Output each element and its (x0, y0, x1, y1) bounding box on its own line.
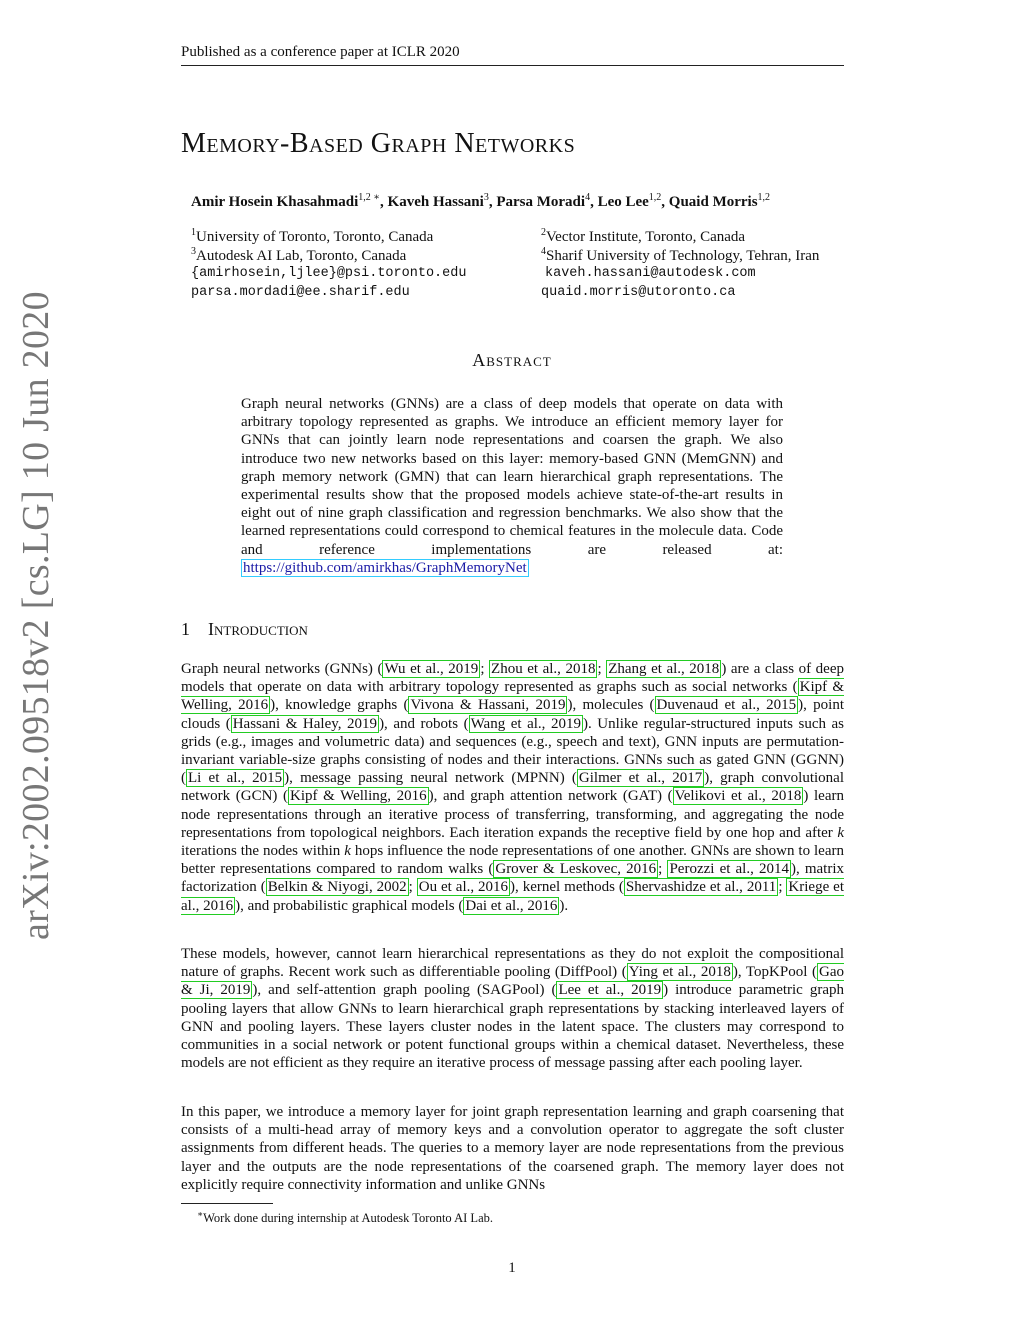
citation-link[interactable]: Hassani & Haley, 2019 (232, 715, 378, 732)
citation-link[interactable]: Lee et al., 2019 (558, 982, 662, 999)
section-title: Introduction (208, 619, 308, 639)
affiliation-2: $^2$Vector Institute, Toronto, Canada (541, 227, 746, 245)
page-number: 1 (508, 1260, 516, 1276)
arxiv-stamp: arXiv:2002.09518v2 [cs.LG] 10 Jun 2020 (15, 291, 57, 940)
citation-link[interactable]: Grover & Leskovec, 2016 (495, 861, 657, 878)
citation-link[interactable]: Shervashidze et al., 2011 (625, 879, 777, 896)
paragraph-2: These models, however, cannot learn hierarchical representations as they do not exploit the compositional nature of graphs. Recent work such as differentiable pooling (DiffPool) ( Ying et al., 2018 ), TopKPool ( Gao & Ji, 2019 ), and self-attention graph pooling (SAGPool) ( Lee et al., 2019 ) introduce parametric graph pooling layers that allow GNNs to learn hierarchical graph representations by stacking interleaved layers of GNN and pooling layers. These layers cluster nodes in the latent space. The clusters may correspond to communities in a social network or potent functional groups within a chemical dataset. Nevertheless, these models are not efficient as they require an iterative process of message passing after each pooling layer. (181, 946, 844, 1072)
citation-link[interactable]: Zhou et al., 2018 (491, 661, 596, 677)
abstract-body (241, 395, 783, 577)
citation-link[interactable]: Gilmer et al., 2017 (578, 770, 703, 787)
abstract-heading: Abstract (472, 350, 552, 370)
citation-link[interactable]: Gao & Ji, 2019 (181, 964, 844, 999)
author: Parsa Moradi$^4$ (496, 192, 591, 210)
citation-link[interactable]: Perozzi et al., 2014 (669, 861, 789, 878)
header-rule (181, 65, 844, 66)
section-number: 1 (181, 619, 190, 639)
citation-link[interactable]: Li et al., 2015 (188, 770, 283, 787)
footnote: ∗Work done during internship at Autodesk Toronto AI Lab. (197, 1209, 493, 1226)
footnote-rule (181, 1203, 273, 1204)
paragraph-1: Graph neural networks (GNNs) ( Wu et al., 2019 ; Zhou et al., 2018 ; Zhang et al., 2018 ) are a class of deep models that operate on data with arbitrary topology represented as graphs such as social networks ( Kipf & Welling, 2016 ), knowledge graphs ( Vivona & Hassani, 2019 ), molecules ( Duvenaud et al., 2015 ), point clouds ( Hassani & Haley, 2019 ), and robots ( Wang et al., 2019 ). Unlike regular-structured inputs such as grids (e.g., images and volumetric data) and sequences (e.g., speech and text), GNN inputs are permutation-invariant variable-size graphs consisting of nodes and their interactions. GNNs such as gated GNN (GGNN) ( Li et al., 2015 ), message passing neural network (MPNN) ( Gilmer et al., 2017 ), graph convolutional network (GCN) ( Kipf & Welling, 2016 ), and graph attention network (GAT) ( Velikovi et al., 2018 ) learn node representations through an iterative process of transferring, transforming, and aggregating the node representations from topological neighbors. Each iteration expands the receptive field by one hop and after k iterations the nodes within k hops influence the node representations of one another. GNNs are shown to learn better representations compared to random walks ( Grover & Leskovec, 2016 ; Perozzi et al., 2014 ), matrix factorization ( Belkin & Niyogi, 2002 ; Ou et al., 2016 ), kernel methods ( Shervashidze et al., 2011 ; Kriege et al., 2016 ), and probabilistic graphical models ( Dai et al., 2016 ). (181, 661, 845, 914)
author-list: Amir Hosein Khasahmadi$^{1,2 ∗}$, Kaveh Hassani$^3$, Parsa Moradi$^4$, Leo Lee$^{1,2}$, Quaid Morris$^{1,2}$ (191, 192, 771, 210)
citation-link[interactable]: Velikovi et al., 2018 (674, 788, 802, 805)
citation-link[interactable]: Kriege et al., 2016 (181, 879, 844, 914)
citation-link[interactable]: Belkin & Niyogi, 2002 (267, 879, 407, 896)
running-header: Published as a conference paper at ICLR 2020 (181, 44, 460, 60)
paragraph-3: In this paper, we introduce a memory layer for joint graph representation learning and graph coarsening that consists of a multi-head array of memory keys and a convolution operator to aggregate the soft cluster assignments from different heads. The queries to a memory layer are node representations from the previous layer and the outputs are the node representations of the coarsened graph. The memory layer does not explicitly require connectivity information and unlike GNNs (181, 1104, 844, 1193)
section-heading (181, 619, 308, 640)
code-link[interactable]: https://github.com/amirkhas/GraphMemoryNet (243, 559, 527, 576)
citation-link[interactable]: Kipf & Welling, 2016 (181, 679, 845, 714)
author: Quaid Morris$^{1,2}$ (668, 192, 771, 210)
citation-link[interactable]: Wang et al., 2019 (470, 715, 581, 732)
author: Leo Lee$^{1,2}$ (597, 192, 662, 210)
paper-title: Memory-Based Graph Networks (181, 128, 576, 159)
citation-link[interactable]: Zhang et al., 2018 (608, 661, 720, 677)
email-1: {amirhosein,ljlee}@psi.toronto.edu (191, 266, 467, 281)
author: Kaveh Hassani$^3$ (387, 192, 489, 210)
email-4: quaid.morris@utoronto.ca (541, 285, 736, 300)
citation-link[interactable]: Kipf & Welling, 2016 (290, 788, 427, 805)
affiliation-1: $^1$University of Toronto, Toronto, Canada (191, 227, 434, 245)
citation-link[interactable]: Duvenaud et al., 2015 (656, 697, 797, 714)
citation-link[interactable]: Ou et al., 2016 (418, 879, 509, 896)
author: Amir Hosein Khasahmadi$^{1,2 ∗}$ (191, 192, 381, 210)
citation-link[interactable]: Vivona & Hassani, 2019 (410, 697, 566, 714)
affiliation-3: $^3$Autodesk AI Lab, Toronto, Canada (191, 246, 407, 264)
affiliation-4: $^4$Sharif University of Technology, Tehran, Iran (541, 246, 820, 264)
citation-link[interactable]: Wu et al., 2019 (384, 661, 479, 677)
citation-link[interactable]: Ying et al., 2018 (628, 964, 731, 981)
email-3: parsa.mordadi@ee.sharif.edu (191, 285, 410, 300)
citation-link[interactable]: Dai et al., 2016 (465, 897, 558, 914)
abstract-text: Graph neural networks (GNNs) are a class of deep models that operate on data with arbitrary topology represented as graphs. We introduce an efficient memory layer for GNNs that can jointly learn node representations and coarsen the graph. We also introduce two new networks based on this layer: memory-based GNN (MemGNN) and graph memory network (GMN) that can learn hierarchical graph representations. The experimental results show that the proposed models achieve state-of-the-art results in eight out of nine graph classification and regression benchmarks. We also show that the learned representations could correspond to chemical features in the molecule data. Code and reference implementations are released at: (241, 396, 783, 558)
email-2: kaveh.hassani@autodesk.com (545, 266, 756, 281)
